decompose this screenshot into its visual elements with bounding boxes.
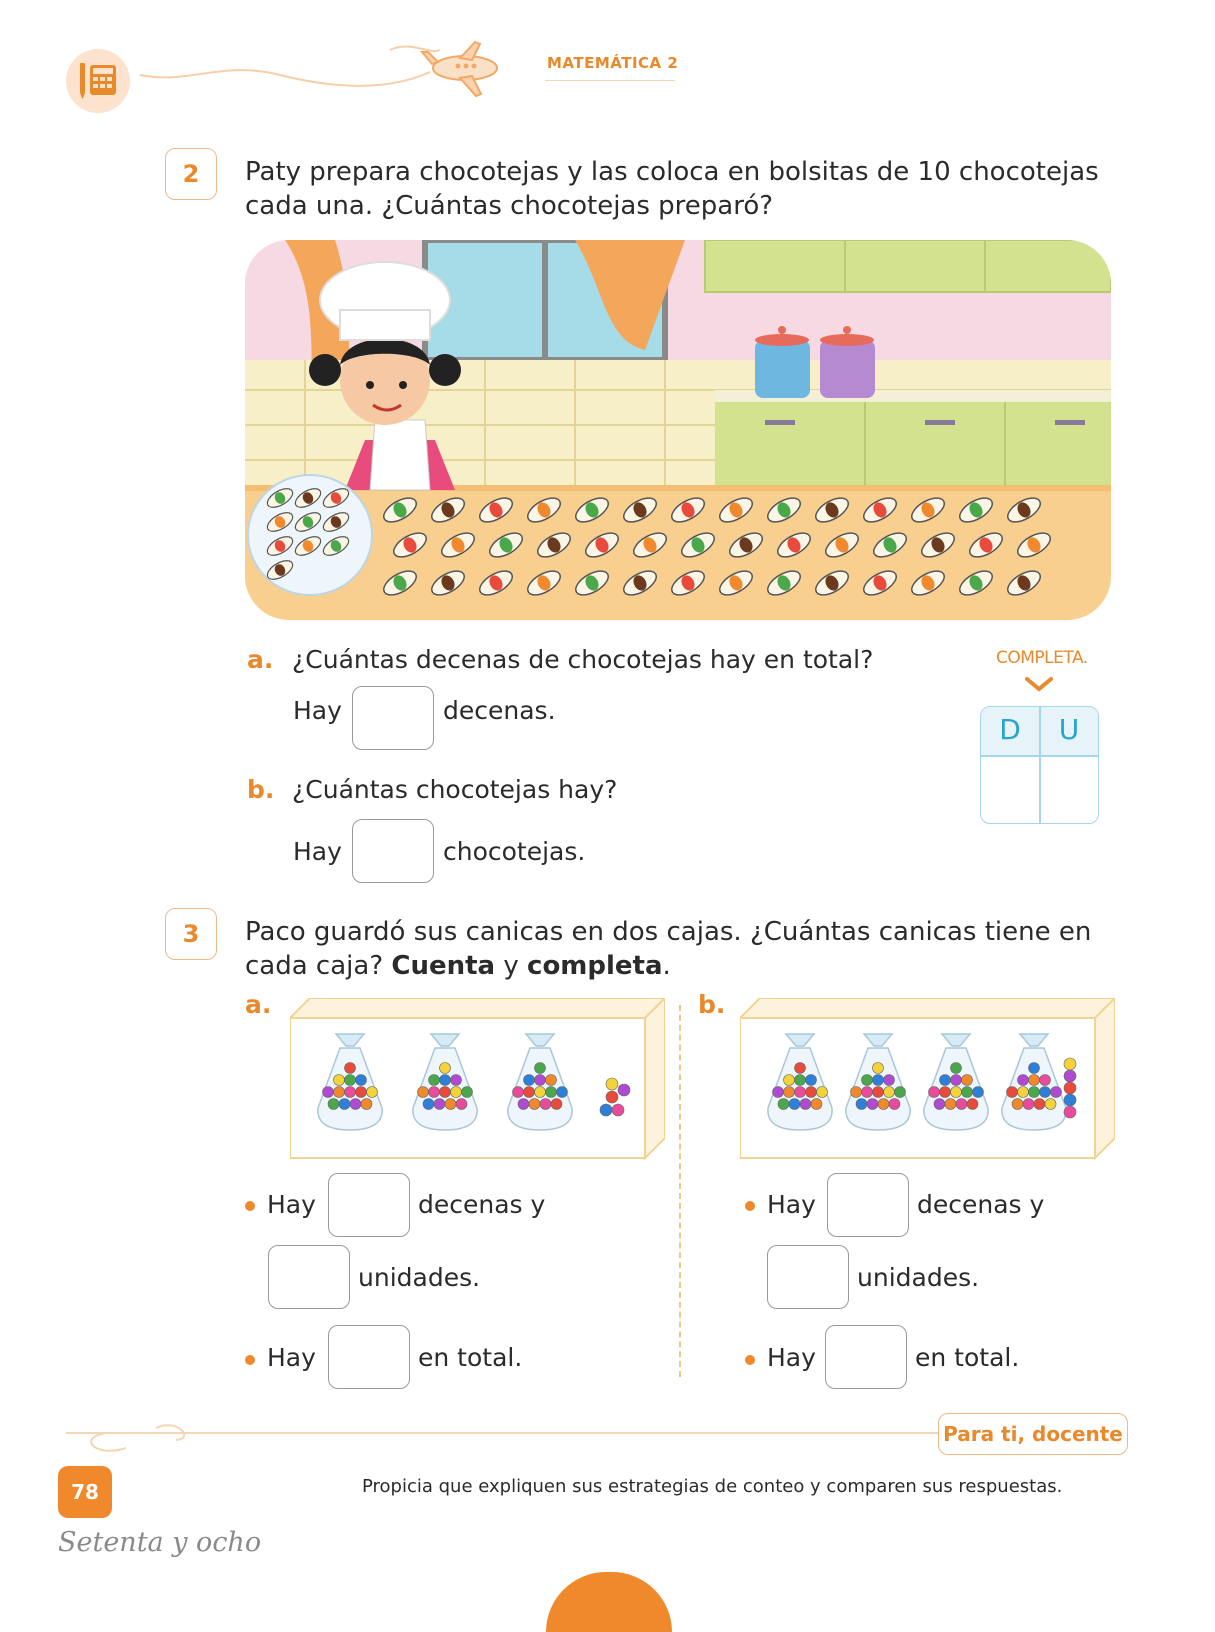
bullet-icon bbox=[745, 1201, 755, 1211]
chocotejas-grid bbox=[245, 240, 1111, 620]
marble bbox=[929, 1087, 940, 1098]
q3-b-unidades: unidades. bbox=[857, 1263, 980, 1292]
marble bbox=[1029, 1075, 1040, 1086]
chocoteja bbox=[918, 528, 958, 562]
chocoteja bbox=[812, 493, 852, 527]
chocoteja bbox=[292, 485, 323, 511]
chocoteja bbox=[908, 493, 948, 527]
marble bbox=[800, 1099, 811, 1110]
q3-a-hay-1: Hay bbox=[267, 1190, 316, 1219]
bullet-icon bbox=[245, 1201, 255, 1211]
marble bbox=[524, 1075, 535, 1086]
marble bbox=[535, 1087, 546, 1098]
footer-swirl bbox=[66, 1418, 946, 1478]
chocoteja bbox=[380, 566, 420, 600]
marble bbox=[535, 1075, 546, 1086]
chocoteja bbox=[822, 528, 862, 562]
airplane-icon bbox=[420, 40, 510, 100]
chocoteja bbox=[956, 566, 996, 600]
chocoteja bbox=[668, 493, 708, 527]
marble bbox=[956, 1099, 967, 1110]
marble bbox=[356, 1075, 367, 1086]
marble bbox=[518, 1099, 529, 1110]
marble-box-a bbox=[290, 998, 665, 1164]
marble bbox=[529, 1099, 540, 1110]
marble bbox=[895, 1087, 906, 1098]
header-title: MATEMÁTICA 2 bbox=[547, 54, 679, 72]
marble bbox=[1040, 1087, 1051, 1098]
marble bbox=[350, 1099, 361, 1110]
marble-box-b bbox=[740, 998, 1115, 1164]
chocoteja bbox=[572, 566, 612, 600]
chocoteja bbox=[476, 566, 516, 600]
chocoteja bbox=[320, 485, 351, 511]
q2-b-label: b. bbox=[247, 775, 275, 804]
marble bbox=[784, 1075, 795, 1086]
marble bbox=[1023, 1099, 1034, 1110]
marble bbox=[546, 1075, 557, 1086]
q3-b-total-box[interactable] bbox=[825, 1325, 907, 1389]
marble bbox=[806, 1087, 817, 1098]
marble bbox=[884, 1087, 895, 1098]
loose-marble bbox=[1064, 1058, 1076, 1070]
marble bbox=[429, 1087, 440, 1098]
chocoteja bbox=[264, 485, 295, 511]
chocoteja bbox=[812, 566, 852, 600]
chocoteja bbox=[438, 528, 478, 562]
marble bbox=[1045, 1099, 1056, 1110]
q3-b-hay-1: Hay bbox=[767, 1190, 816, 1219]
marble bbox=[878, 1099, 889, 1110]
chocoteja bbox=[908, 566, 948, 600]
chocoteja bbox=[1004, 566, 1044, 600]
q3-b-units-box[interactable] bbox=[767, 1245, 849, 1309]
loose-marble bbox=[1064, 1082, 1076, 1094]
marble bbox=[540, 1099, 551, 1110]
question-2-line1: Paty prepara chocotejas y las coloca en bolsitas de 10 chocotejas bbox=[245, 157, 1099, 187]
marble bbox=[345, 1087, 356, 1098]
marble bbox=[967, 1099, 978, 1110]
question-number-2: 2 bbox=[165, 148, 217, 200]
marble bbox=[962, 1075, 973, 1086]
q2-a-suffix: decenas. bbox=[443, 696, 556, 725]
question-2-line2: cada una. ¿Cuántas chocotejas preparó? bbox=[245, 191, 774, 221]
chevron-down-icon bbox=[1024, 676, 1054, 692]
chocoteja bbox=[668, 566, 708, 600]
loose-marble bbox=[1064, 1106, 1076, 1118]
chocoteja bbox=[320, 533, 351, 559]
marble bbox=[817, 1087, 828, 1098]
marble bbox=[334, 1087, 345, 1098]
chocoteja bbox=[292, 533, 323, 559]
completa-label: COMPLETA. bbox=[996, 648, 1088, 668]
page-number: 78 bbox=[58, 1466, 112, 1518]
marble bbox=[557, 1087, 568, 1098]
marble bbox=[1018, 1075, 1029, 1086]
question-3-text bbox=[245, 915, 1091, 983]
chocoteja bbox=[764, 566, 804, 600]
loose-marble bbox=[1064, 1094, 1076, 1106]
chocoteja bbox=[620, 566, 660, 600]
marble bbox=[884, 1075, 895, 1086]
loose-marble bbox=[606, 1091, 618, 1103]
marble bbox=[862, 1087, 873, 1098]
marble bbox=[940, 1075, 951, 1086]
loose-marble bbox=[618, 1084, 630, 1096]
marble bbox=[451, 1075, 462, 1086]
marble bbox=[873, 1075, 884, 1086]
chocoteja bbox=[292, 509, 323, 535]
q3-a-hay-2: Hay bbox=[267, 1343, 316, 1372]
q3-a-en-total: en total. bbox=[418, 1343, 523, 1372]
chocoteja bbox=[534, 528, 574, 562]
question-3-line1: Paco guardó sus canicas en dos cajas. ¿Cuántas canicas tiene en bbox=[245, 917, 1092, 947]
marble bbox=[795, 1063, 806, 1074]
q3-a-label: a. bbox=[245, 990, 272, 1019]
loose-marble bbox=[606, 1078, 618, 1090]
q3-a-tens-box[interactable] bbox=[328, 1173, 410, 1237]
q2-b-hay: Hay bbox=[293, 837, 342, 866]
chocoteja bbox=[860, 493, 900, 527]
q3-b-hay-2: Hay bbox=[767, 1343, 816, 1372]
q3-b-tens-box[interactable] bbox=[827, 1173, 909, 1237]
marble bbox=[873, 1063, 884, 1074]
marble bbox=[345, 1075, 356, 1086]
chocoteja bbox=[716, 566, 756, 600]
q3-a-unidades: unidades. bbox=[358, 1263, 481, 1292]
chocoteja bbox=[678, 528, 718, 562]
header-underline bbox=[545, 80, 675, 81]
chocoteja bbox=[716, 493, 756, 527]
marble bbox=[795, 1075, 806, 1086]
marble bbox=[323, 1087, 334, 1098]
marble bbox=[951, 1063, 962, 1074]
marble bbox=[462, 1087, 473, 1098]
marble bbox=[345, 1063, 356, 1074]
question-3-line2-start: cada caja? bbox=[245, 951, 392, 981]
du-units-header: U bbox=[1058, 713, 1080, 746]
chocoteja bbox=[870, 528, 910, 562]
marble bbox=[356, 1087, 367, 1098]
bottom-tab bbox=[546, 1572, 672, 1632]
chocoteja bbox=[764, 493, 804, 527]
marble bbox=[795, 1087, 806, 1098]
teacher-note: Propicia que expliquen sus estrategias de conteo y comparen sus respuestas. bbox=[362, 1476, 1063, 1497]
marble bbox=[418, 1087, 429, 1098]
q2-a-label: a. bbox=[247, 645, 274, 674]
chocoteja bbox=[726, 528, 766, 562]
loose-marble bbox=[1064, 1070, 1076, 1082]
marble bbox=[546, 1087, 557, 1098]
question-number-3: 3 bbox=[165, 908, 217, 960]
marble bbox=[867, 1099, 878, 1110]
chocoteja bbox=[1004, 493, 1044, 527]
du-tens-cell[interactable] bbox=[982, 756, 1038, 820]
marble bbox=[440, 1075, 451, 1086]
q2-a-answer-box[interactable] bbox=[352, 686, 434, 750]
marble bbox=[934, 1099, 945, 1110]
page-number-words: Setenta y ocho bbox=[58, 1527, 262, 1558]
q2-a-hay: Hay bbox=[293, 696, 342, 725]
loose-marble bbox=[600, 1104, 612, 1116]
marble bbox=[940, 1087, 951, 1098]
question-3-bold-cuenta: Cuenta bbox=[391, 951, 496, 981]
chocoteja bbox=[486, 528, 526, 562]
q2-a-question: ¿Cuántas decenas de chocotejas hay en total? bbox=[292, 645, 874, 674]
chocoteja bbox=[390, 528, 430, 562]
question-2-text bbox=[245, 155, 1099, 223]
q2-b-answer-box[interactable] bbox=[352, 819, 434, 883]
marble bbox=[1040, 1075, 1051, 1086]
marble bbox=[429, 1075, 440, 1086]
q3-b-en-total: en total. bbox=[915, 1343, 1020, 1372]
marble bbox=[778, 1099, 789, 1110]
chocoteja bbox=[956, 493, 996, 527]
marble bbox=[789, 1099, 800, 1110]
chocoteja bbox=[264, 557, 295, 583]
chocoteja bbox=[572, 493, 612, 527]
marble bbox=[784, 1087, 795, 1098]
marble bbox=[451, 1087, 462, 1098]
marble bbox=[1051, 1087, 1062, 1098]
marble bbox=[862, 1075, 873, 1086]
marble bbox=[334, 1075, 345, 1086]
q3-b-decenas-y: decenas y bbox=[917, 1190, 1045, 1219]
calculator-icon bbox=[66, 49, 130, 113]
marble bbox=[456, 1099, 467, 1110]
marble bbox=[339, 1099, 350, 1110]
loose-marble bbox=[612, 1104, 624, 1116]
marble bbox=[773, 1087, 784, 1098]
marble bbox=[811, 1099, 822, 1110]
marble bbox=[951, 1075, 962, 1086]
q3-b-label: b. bbox=[698, 990, 726, 1019]
question-3-line2 bbox=[245, 949, 1091, 983]
chocoteja bbox=[630, 528, 670, 562]
chocoteja bbox=[428, 566, 468, 600]
marble bbox=[889, 1099, 900, 1110]
box-top bbox=[740, 998, 1115, 1018]
docente-badge: Para ti, docente bbox=[938, 1413, 1128, 1455]
chocoteja bbox=[524, 566, 564, 600]
marble bbox=[806, 1075, 817, 1086]
marble bbox=[973, 1087, 984, 1098]
marble bbox=[945, 1099, 956, 1110]
marble bbox=[328, 1099, 339, 1110]
column-divider bbox=[679, 1005, 681, 1377]
marble bbox=[524, 1087, 535, 1098]
chocoteja bbox=[320, 509, 351, 535]
marble bbox=[440, 1063, 451, 1074]
bullet-icon bbox=[245, 1355, 255, 1365]
marble bbox=[434, 1099, 445, 1110]
box-side bbox=[645, 998, 665, 1158]
chocoteja bbox=[428, 493, 468, 527]
marble bbox=[1034, 1099, 1045, 1110]
marble bbox=[513, 1087, 524, 1098]
question-3-end: . bbox=[662, 951, 671, 981]
marble bbox=[440, 1087, 451, 1098]
question-3-mid: y bbox=[495, 951, 528, 981]
q2-b-suffix: chocotejas. bbox=[443, 837, 586, 866]
marble bbox=[445, 1099, 456, 1110]
chocoteja bbox=[1014, 528, 1054, 562]
marble bbox=[1018, 1087, 1029, 1098]
question-3-bold-completa: completa bbox=[527, 951, 663, 981]
marble bbox=[962, 1087, 973, 1098]
marble bbox=[367, 1087, 378, 1098]
marble bbox=[551, 1099, 562, 1110]
marble bbox=[951, 1087, 962, 1098]
marble bbox=[1029, 1063, 1040, 1074]
marble bbox=[1012, 1099, 1023, 1110]
chocoteja bbox=[966, 528, 1006, 562]
box-top bbox=[290, 998, 665, 1018]
marble bbox=[856, 1099, 867, 1110]
marble bbox=[1029, 1087, 1040, 1098]
chocoteja bbox=[582, 528, 622, 562]
du-tens-header: D bbox=[999, 713, 1021, 746]
marble bbox=[873, 1087, 884, 1098]
marble bbox=[361, 1099, 372, 1110]
marble bbox=[535, 1063, 546, 1074]
chocoteja bbox=[774, 528, 814, 562]
marble bbox=[1007, 1087, 1018, 1098]
marble bbox=[851, 1087, 862, 1098]
box-side bbox=[1095, 998, 1115, 1158]
q3-a-decenas-y: decenas y bbox=[418, 1190, 546, 1219]
chocoteja bbox=[524, 493, 564, 527]
chocoteja bbox=[476, 493, 516, 527]
chocoteja bbox=[264, 509, 295, 535]
chocoteja bbox=[380, 493, 420, 527]
bullet-icon bbox=[745, 1355, 755, 1365]
chocoteja bbox=[620, 493, 660, 527]
q3-a-total-box[interactable] bbox=[328, 1325, 410, 1389]
marble bbox=[423, 1099, 434, 1110]
du-units-cell[interactable] bbox=[1040, 756, 1096, 820]
chocoteja bbox=[860, 566, 900, 600]
q3-a-units-box[interactable] bbox=[268, 1245, 350, 1309]
chocoteja bbox=[264, 533, 295, 559]
q2-b-question: ¿Cuántas chocotejas hay? bbox=[292, 775, 618, 804]
